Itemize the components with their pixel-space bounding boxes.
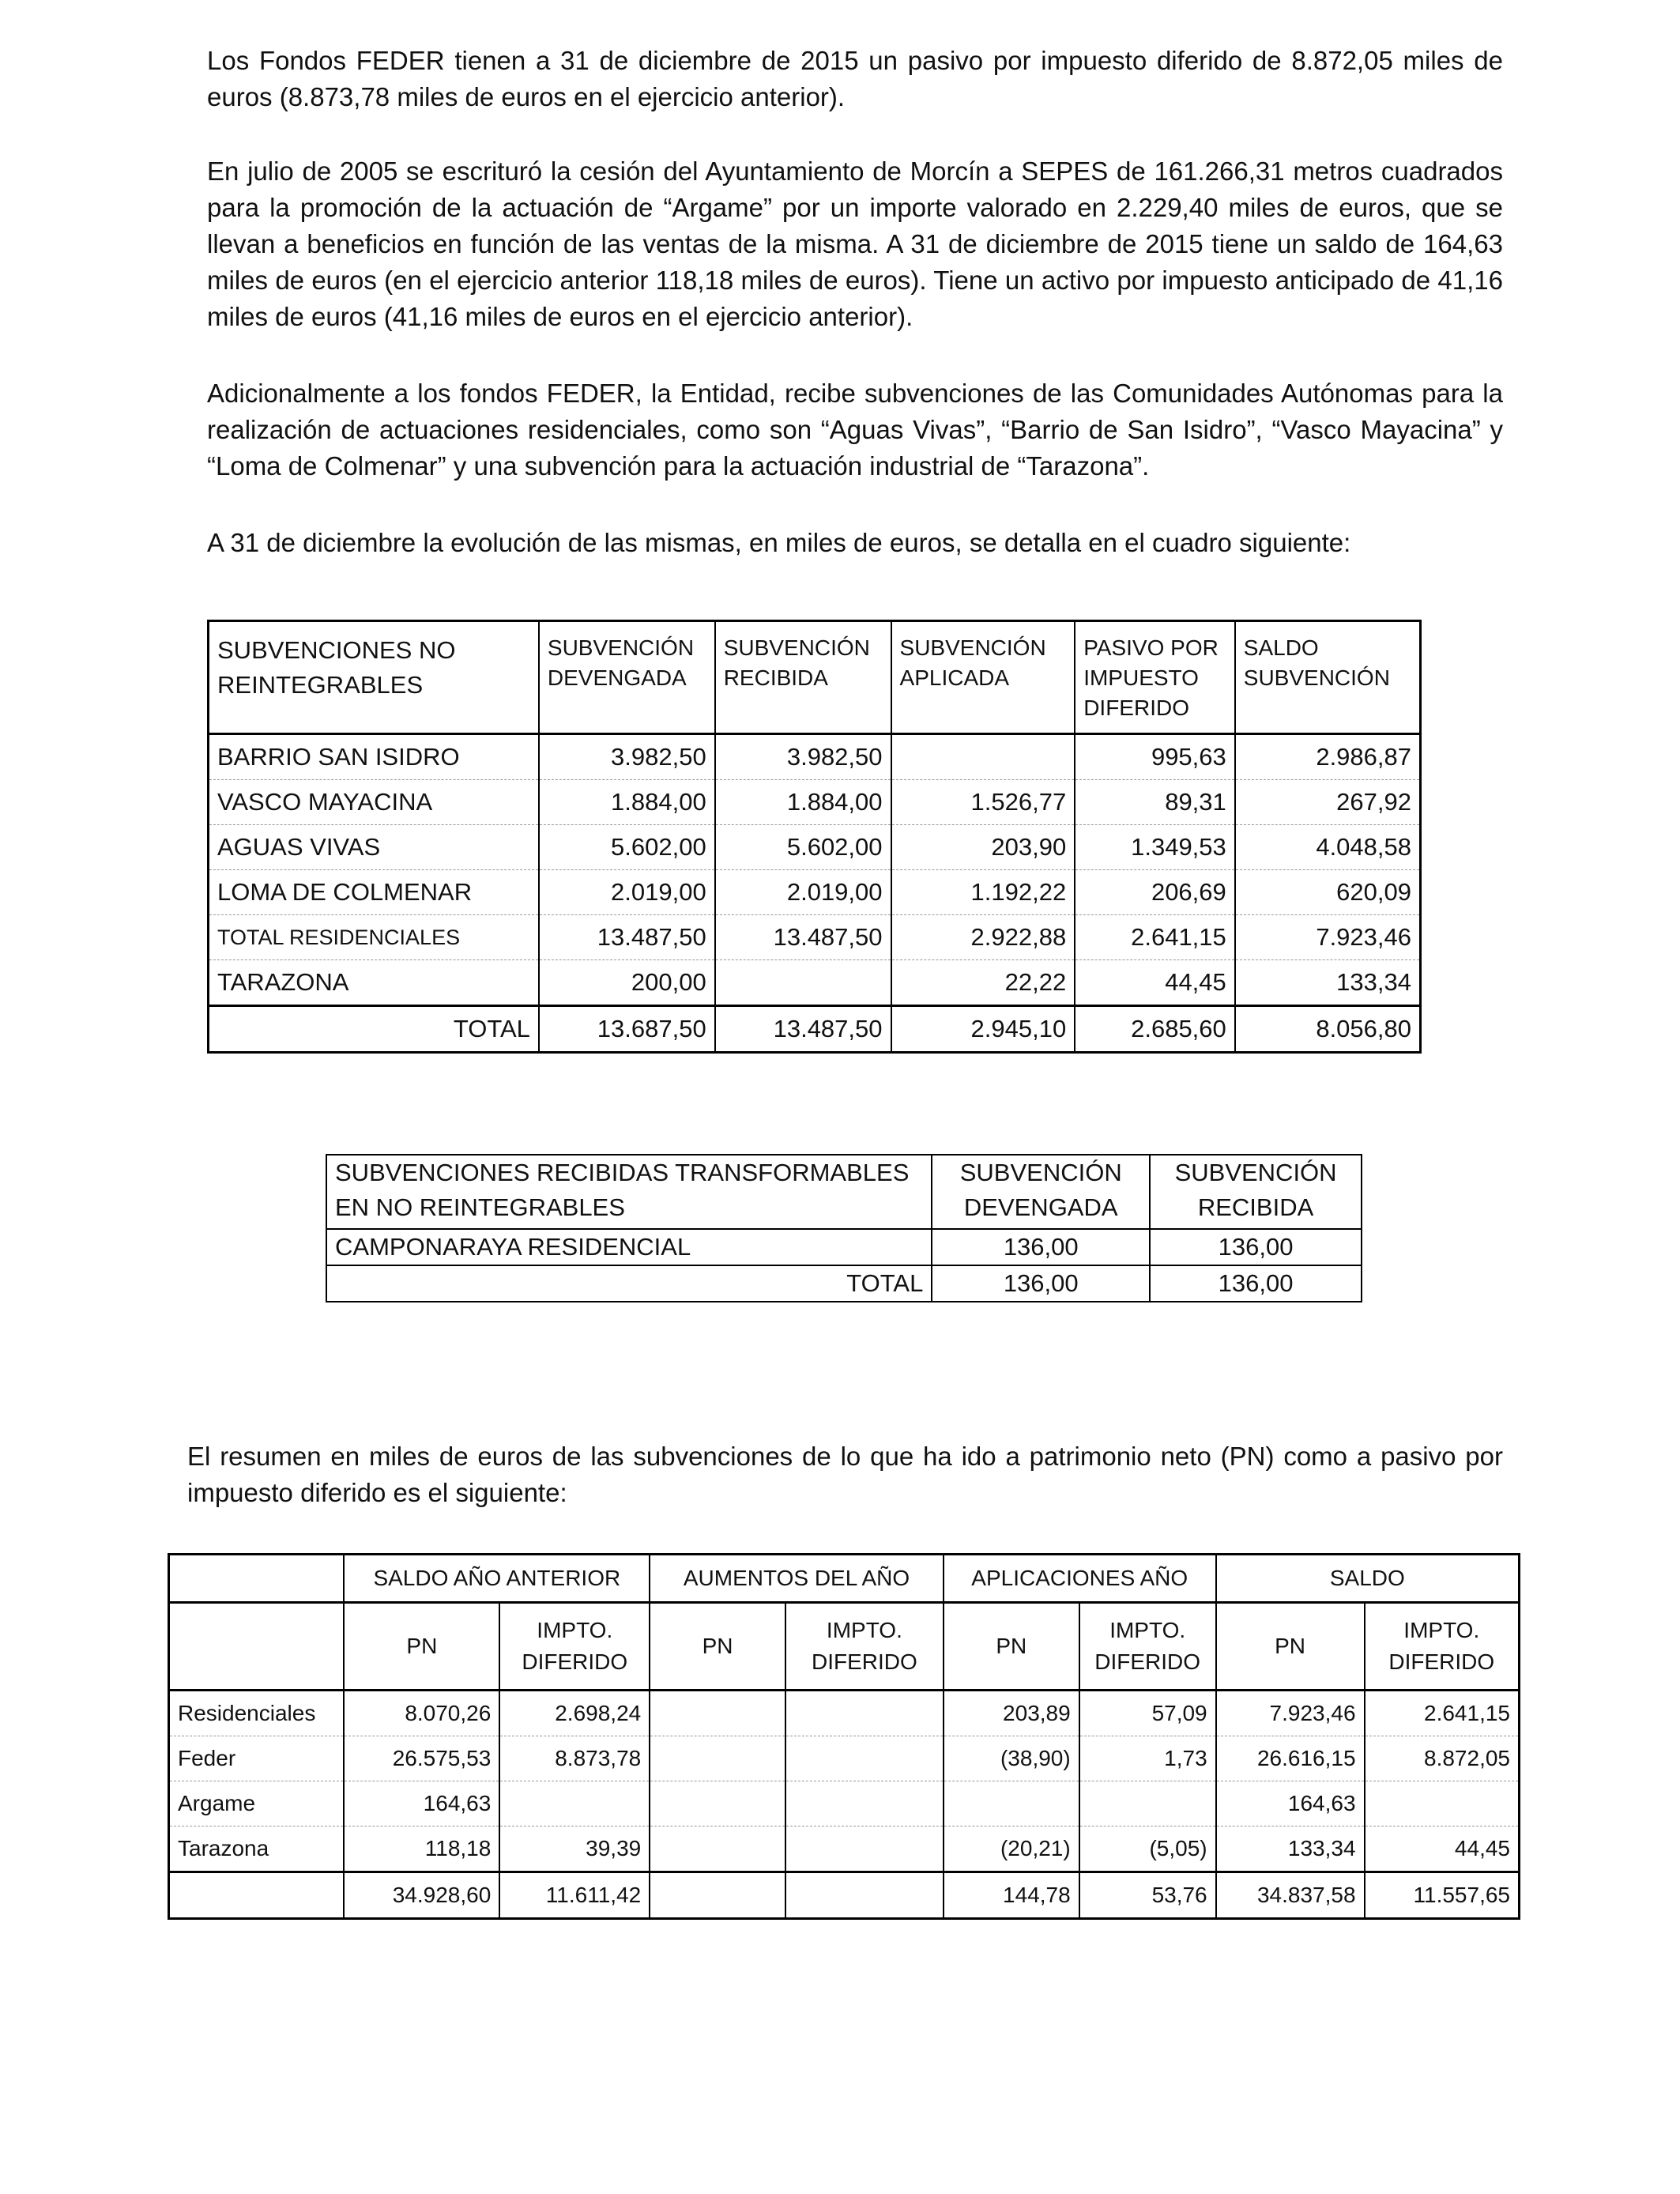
table-header-row — [326, 1155, 1362, 1229]
table-cell: 13.687,50 — [539, 1006, 715, 1053]
table-cell: 8.872,05 — [1365, 1736, 1520, 1781]
table-cell: 44,45 — [1365, 1826, 1520, 1872]
header-cell: PN — [944, 1603, 1079, 1691]
table-cell — [785, 1691, 944, 1736]
table-row — [169, 1781, 1520, 1826]
table-total-row — [169, 1872, 1520, 1919]
table-row — [209, 734, 1421, 780]
header-cell: PN — [344, 1603, 499, 1691]
table-cell: 57,09 — [1079, 1691, 1216, 1736]
table-cell: 53,76 — [1079, 1872, 1216, 1919]
table-cell: 1.526,77 — [891, 780, 1075, 825]
row-label: Residenciales — [169, 1691, 345, 1736]
row-label: BARRIO SAN ISIDRO — [209, 734, 539, 780]
table-cell: 144,78 — [944, 1872, 1079, 1919]
table-cell: 118,18 — [344, 1826, 499, 1872]
table-cell: (5,05) — [1079, 1826, 1216, 1872]
table-cell — [1365, 1781, 1520, 1826]
table-cell: 206,69 — [1075, 870, 1235, 915]
table-cell: (38,90) — [944, 1736, 1079, 1781]
header-cell: SUBVENCIONES RECIBIDAS TRANSFORMABLES EN NO REINTEGRABLES — [326, 1155, 932, 1229]
table-cell — [650, 1736, 785, 1781]
paragraph-resumen: El resumen en miles de euros de las subvenciones de lo que ha ido a patrimonio neto (PN) como a pasivo por impuesto diferido es el siguiente: — [187, 1442, 1503, 1507]
table-cell: (20,21) — [944, 1826, 1079, 1872]
table-cell — [785, 1781, 944, 1826]
table-cell: 89,31 — [1075, 780, 1235, 825]
table-cell — [785, 1826, 944, 1872]
table-cell: 136,00 — [932, 1229, 1150, 1265]
resumen-pn-table — [168, 1553, 1520, 1920]
table-cell: 13.487,50 — [539, 915, 715, 960]
row-label — [169, 1872, 345, 1919]
table-row — [209, 780, 1421, 825]
table-row — [169, 1826, 1520, 1872]
row-label: TARAZONA — [209, 960, 539, 1006]
header-cell: PASIVO POR IMPUESTO DIFERIDO — [1075, 621, 1235, 734]
row-label: AGUAS VIVAS — [209, 825, 539, 870]
table-cell: 136,00 — [1150, 1229, 1362, 1265]
table-row — [209, 960, 1421, 1006]
header-cell: IMPTO. DIFERIDO — [499, 1603, 650, 1691]
table-cell: 26.575,53 — [344, 1736, 499, 1781]
table-cell: 7.923,46 — [1216, 1691, 1365, 1736]
table-header-row — [209, 621, 1421, 734]
header-cell — [169, 1555, 345, 1603]
paragraph-argame: En julio de 2005 se escrituró la cesión del Ayuntamiento de Morcín a SEPES de 161.266,31 metros cuadrados para la promoción de la actuación de “Argame” por un importe valorado en 2.229,40 miles de euros, que se llevan a beneficios en función de las ventas de la misma. A 31 de diciembre de 2015 tiene un saldo de 164,63 miles de euros (en el ejercicio anterior 118,18 miles de euros). Tiene un activo por impuesto anticipado de 41,16 miles de euros (41,16 miles de euros en el ejercicio anterior). — [207, 156, 1503, 331]
table-cell: 3.982,50 — [715, 734, 891, 780]
header-cell: SUBVENCIÓN RECIBIDA — [1150, 1155, 1362, 1229]
table-cell — [715, 960, 891, 1006]
header-cell: SUBVENCIÓN DEVENGADA — [932, 1155, 1150, 1229]
table-cell — [891, 734, 1075, 780]
table-cell: 2.922,88 — [891, 915, 1075, 960]
table-cell: 8.056,80 — [1235, 1006, 1421, 1053]
table-cell: 5.602,00 — [715, 825, 891, 870]
table-cell: 133,34 — [1216, 1826, 1365, 1872]
table-cell — [650, 1872, 785, 1919]
table-cell: 11.611,42 — [499, 1872, 650, 1919]
sub-header-row — [169, 1603, 1520, 1691]
header-cell: IMPTO. DIFERIDO — [1365, 1603, 1520, 1691]
header-cell: SALDO — [1216, 1555, 1520, 1603]
table-row — [209, 870, 1421, 915]
header-cell: PN — [650, 1603, 785, 1691]
table-cell: 7.923,46 — [1235, 915, 1421, 960]
header-cell: AUMENTOS DEL AÑO — [650, 1555, 944, 1603]
table-cell: 2.945,10 — [891, 1006, 1075, 1053]
header-cell: SUBVENCIÓN DEVENGADA — [539, 621, 715, 734]
table-cell — [785, 1736, 944, 1781]
table-cell: 4.048,58 — [1235, 825, 1421, 870]
table-cell: 995,63 — [1075, 734, 1235, 780]
subvenciones-transformables-table — [326, 1154, 1362, 1302]
table-row — [169, 1691, 1520, 1736]
header-cell: PN — [1216, 1603, 1365, 1691]
table-cell: 34.928,60 — [344, 1872, 499, 1919]
table-cell: 1.349,53 — [1075, 825, 1235, 870]
header-cell: SUBVENCIÓN RECIBIDA — [715, 621, 891, 734]
table-total-row — [209, 1006, 1421, 1053]
table-cell: 200,00 — [539, 960, 715, 1006]
subvenciones-no-reintegrables-table — [207, 620, 1422, 1054]
total-label: TOTAL — [209, 1006, 539, 1053]
table-cell — [650, 1691, 785, 1736]
table-row — [326, 1229, 1362, 1265]
table-cell: 8.070,26 — [344, 1691, 499, 1736]
table-total-row — [326, 1265, 1362, 1302]
row-label: LOMA DE COLMENAR — [209, 870, 539, 915]
table-cell — [499, 1781, 650, 1826]
table-row — [169, 1736, 1520, 1781]
table-cell: 39,39 — [499, 1826, 650, 1872]
table-row — [209, 915, 1421, 960]
table-cell — [1079, 1781, 1216, 1826]
paragraph-evolucion: A 31 de diciembre la evolución de las mismas, en miles de euros, se detalla en el cuadro siguiente: — [207, 528, 1351, 557]
table-cell: 3.982,50 — [539, 734, 715, 780]
header-cell: SALDO SUBVENCIÓN — [1235, 621, 1421, 734]
table-cell: 34.837,58 — [1216, 1872, 1365, 1919]
table-cell — [785, 1872, 944, 1919]
table-cell — [650, 1781, 785, 1826]
table-cell: 2.641,15 — [1075, 915, 1235, 960]
row-label: Argame — [169, 1781, 345, 1826]
row-label: TOTAL RESIDENCIALES — [209, 915, 539, 960]
header-cell: APLICACIONES AÑO — [944, 1555, 1216, 1603]
header-cell: IMPTO. DIFERIDO — [785, 1603, 944, 1691]
total-label: TOTAL — [326, 1265, 932, 1302]
header-cell: SUBVENCIÓN APLICADA — [891, 621, 1075, 734]
table-cell: 164,63 — [1216, 1781, 1365, 1826]
table-cell: 267,92 — [1235, 780, 1421, 825]
table-cell — [944, 1781, 1079, 1826]
header-cell: SUBVENCIONES NO REINTEGRABLES — [209, 621, 539, 734]
table-cell: 11.557,65 — [1365, 1872, 1520, 1919]
table-cell: 5.602,00 — [539, 825, 715, 870]
table-cell: 2.698,24 — [499, 1691, 650, 1736]
table-cell: 136,00 — [1150, 1265, 1362, 1302]
table-cell: 1.884,00 — [539, 780, 715, 825]
table-cell: 2.019,00 — [715, 870, 891, 915]
table-cell: 1,73 — [1079, 1736, 1216, 1781]
table-row — [209, 825, 1421, 870]
group-header-row — [169, 1555, 1520, 1603]
table-cell: 8.873,78 — [499, 1736, 650, 1781]
row-label: VASCO MAYACINA — [209, 780, 539, 825]
table-cell: 2.019,00 — [539, 870, 715, 915]
table-cell: 22,22 — [891, 960, 1075, 1006]
table-cell: 13.487,50 — [715, 915, 891, 960]
paragraph-feder-pasivo: Los Fondos FEDER tienen a 31 de diciembre de 2015 un pasivo por impuesto diferido de 8.872,05 miles de euros (8.873,78 miles de euros en el ejercicio anterior). — [207, 46, 1503, 111]
table-cell: 620,09 — [1235, 870, 1421, 915]
table-cell: 2.641,15 — [1365, 1691, 1520, 1736]
table-cell: 203,89 — [944, 1691, 1079, 1736]
row-label: Tarazona — [169, 1826, 345, 1872]
paragraph-comunidades: Adicionalmente a los fondos FEDER, la Entidad, recibe subvenciones de las Comunidades Autónomas para la realización de actuaciones residenciales, como son “Aguas Vivas”, “Barrio de San Isidro”, “Vasco Mayacina” y “Loma de Colmenar” y una subvención para la actuación industrial de “Tarazona”. — [207, 379, 1503, 481]
table-cell: 136,00 — [932, 1265, 1150, 1302]
table-cell: 13.487,50 — [715, 1006, 891, 1053]
header-cell: SALDO AÑO ANTERIOR — [344, 1555, 650, 1603]
header-cell — [169, 1603, 345, 1691]
table-cell: 164,63 — [344, 1781, 499, 1826]
table-cell: 26.616,15 — [1216, 1736, 1365, 1781]
header-cell: IMPTO. DIFERIDO — [1079, 1603, 1216, 1691]
table-cell: 44,45 — [1075, 960, 1235, 1006]
table-cell — [650, 1826, 785, 1872]
table-cell: 2.685,60 — [1075, 1006, 1235, 1053]
table-cell: 133,34 — [1235, 960, 1421, 1006]
table-cell: 2.986,87 — [1235, 734, 1421, 780]
row-label: CAMPONARAYA RESIDENCIAL — [326, 1229, 932, 1265]
row-label: Feder — [169, 1736, 345, 1781]
table-cell: 1.884,00 — [715, 780, 891, 825]
table-cell: 203,90 — [891, 825, 1075, 870]
table-cell: 1.192,22 — [891, 870, 1075, 915]
